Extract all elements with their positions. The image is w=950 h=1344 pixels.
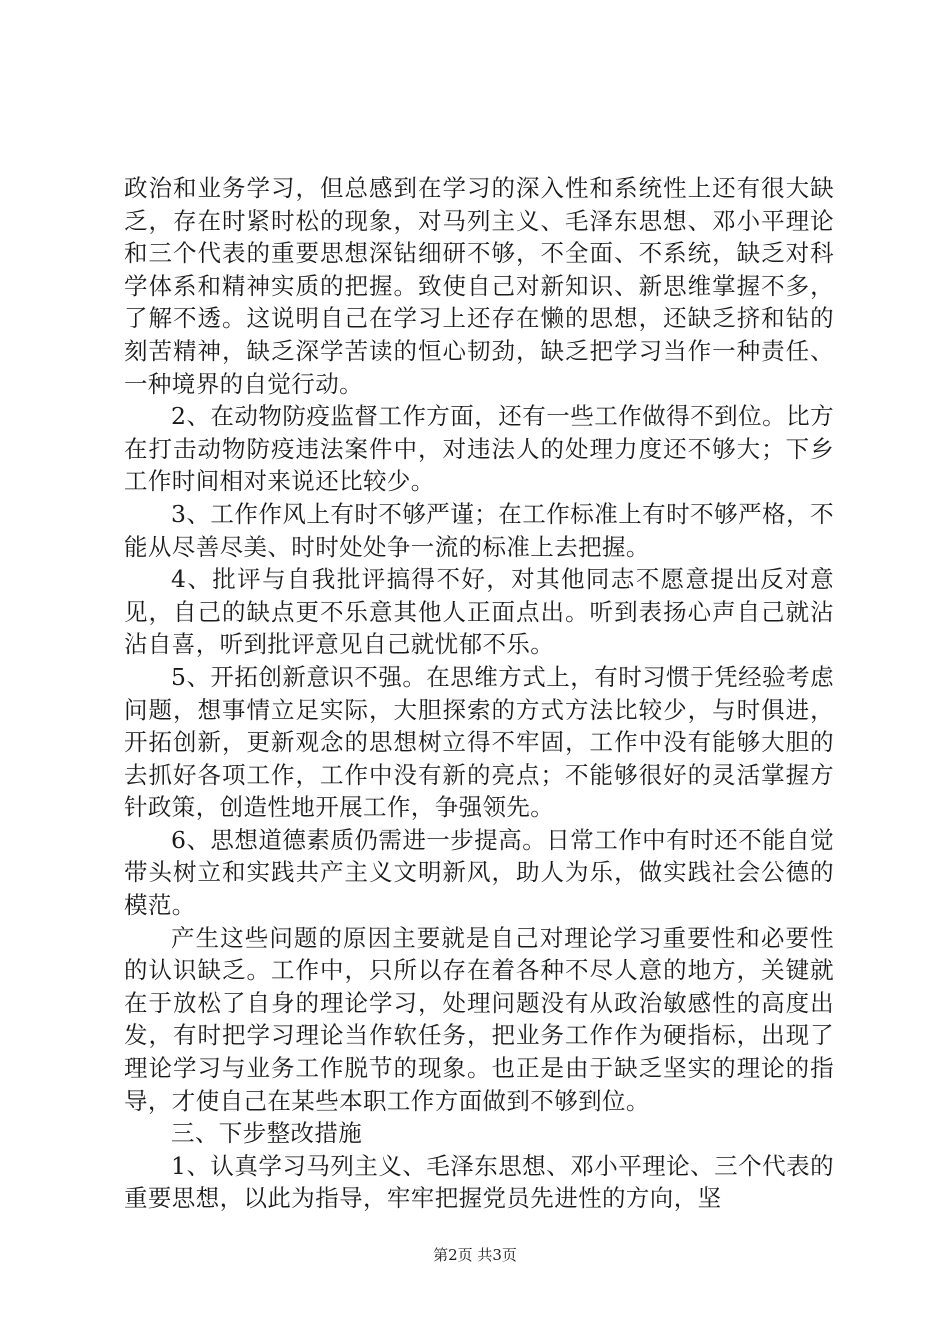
page-number-label: 第2页 共3页 — [433, 1246, 517, 1264]
paragraph-point-2: 2、在动物防疫监督工作方面，还有一些工作做得不到位。比方在打击动物防疫违法案件中，对违法人的处理力度还不够大；下乡工作时间相对来说还比较少。 — [124, 402, 834, 496]
paragraph-measure-1: 1、认真学习马列主义、毛泽东思想、邓小平理论、三个代表的重要思想，以此为指导，牢牢把握党员先进性的方向，坚 — [124, 1151, 834, 1213]
page-footer — [0, 1245, 950, 1265]
document-body — [124, 172, 834, 1215]
paragraph-point-5: 5、开拓创新意识不强。在思维方式上，有时习惯于凭经验考虑问题，想事情立足实际，大胆探索的方式方法比较少，与时俱进，开拓创新，更新观念的思想树立得不牢固，工作中没有能够大胆的去抓好各项工作，工作中没有新的亮点；不能够很好的灵活掌握方针政策，创造性地开展工作，争强领先。 — [124, 662, 834, 822]
paragraph-study-shortcomings: 政治和业务学习，但总感到在学习的深入性和系统性上还有很大缺乏，存在时紧时松的现象，对马列主义、毛泽东思想、邓小平理论和三个代表的重要思想深钻细研不够，不全面、不系统，缺乏对科学体系和精神实质的把握。致使自己对新知识、新思维掌握不多，了解不透。这说明自己在学习上还存在懒的思想，还缺乏挤和钻的刻苦精神，缺乏深学苦读的恒心韧劲，缺乏把学习当作一种责任、一种境界的自觉行动。 — [124, 174, 834, 398]
paragraph-point-3: 3、工作作风上有时不够严谨；在工作标准上有时不够严格，不能从尽善尽美、时时处处争一流的标准上去把握。 — [124, 499, 834, 561]
paragraph-point-4: 4、批评与自我批评搞得不好，对其他同志不愿意提出反对意见，自己的缺点更不乐意其他人正面点出。听到表扬心声自己就沾沾自喜，听到批评意见自己就忧郁不乐。 — [124, 565, 834, 659]
paragraph-causes: 产生这些问题的原因主要就是自己对理论学习重要性和必要性的认识缺乏。工作中，只所以存在着各种不尽人意的地方，关键就在于放松了自身的理论学习，处理问题没有从政治敏感性的高度出发，有时把学习理论当作软任务，把业务工作作为硬指标，出现了理论学习与业务工作脱节的现象。也正是由于缺乏坚实的理论的指导，才使自己在某些本职工作方面做到不够到位。 — [124, 923, 834, 1115]
section-heading-rectification: 三、下步整改措施 — [171, 1119, 363, 1148]
paragraph-point-6: 6、思想道德素质仍需进一步提高。日常工作中有时还不能自觉带头树立和实践共产主义文明新风，助人为乐，做实践社会公德的模范。 — [124, 825, 834, 920]
